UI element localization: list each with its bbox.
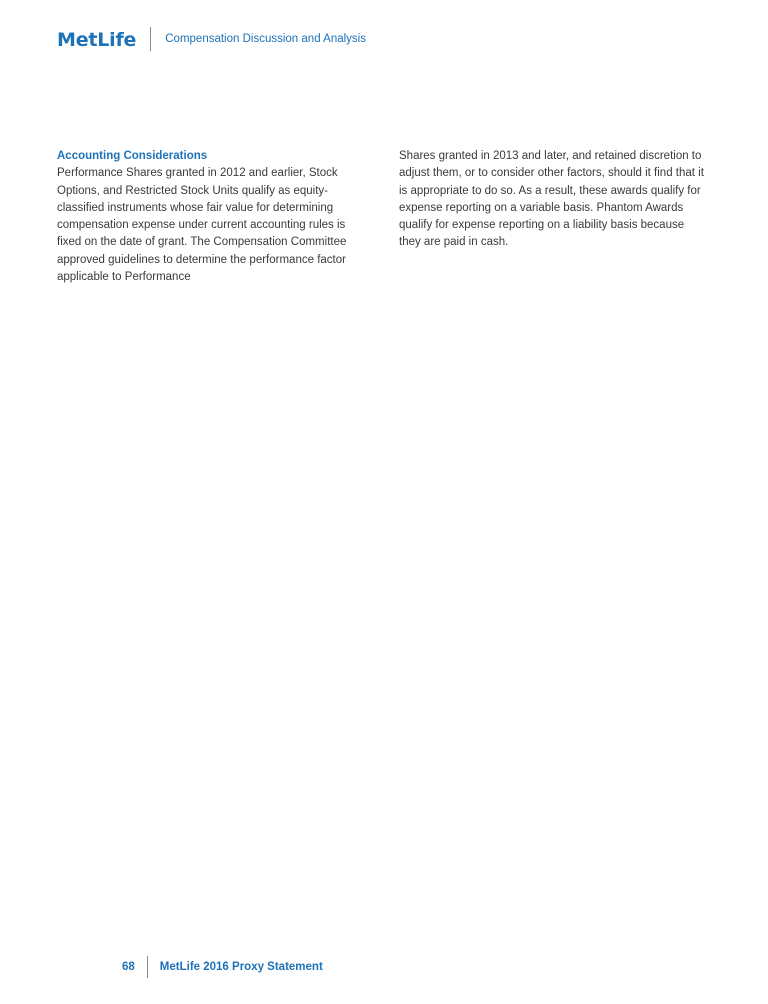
- page-footer: [122, 955, 323, 979]
- header-divider: [150, 27, 151, 51]
- left-paragraph: Performance Shares granted in 2012 and earlier, Stock Options, and Restricted Stock Units qualify as equity-classified instruments whose fair value for determining compensation expense under current accounting rules is fixed on the date of grant. The Compensation Committee approved guidelines to determine the performance factor applicable to Performance: [57, 167, 347, 284]
- page-number: 68: [122, 961, 135, 973]
- document-title: MetLife 2016 Proxy Statement: [159, 961, 323, 973]
- footer-divider: [147, 956, 148, 978]
- left-column: [57, 148, 363, 286]
- right-column: [399, 148, 705, 252]
- right-paragraph: Shares granted in 2013 and later, and retained discretion to adjust them, or to consider other factors, should it find that it is appropriate to do so. As a result, these awards qualify for expense reporting on a variable basis. Phantom Awards qualify for expense reporting on a liability basis because they are paid in cash.: [399, 150, 704, 249]
- metlife-logo: MetLife: [57, 28, 137, 51]
- section-heading: Accounting Considerations: [57, 150, 208, 162]
- section-label: Compensation Discussion and Analysis: [165, 33, 366, 46]
- page-header: [57, 24, 366, 54]
